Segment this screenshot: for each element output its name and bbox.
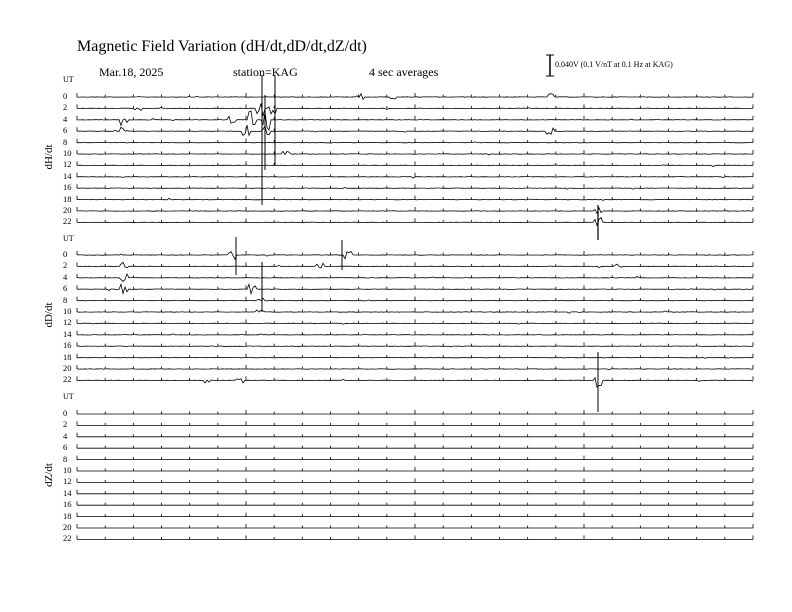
row-hour-label: 0 (63, 249, 68, 259)
panel-ylabel: dZ/dt (43, 463, 55, 487)
row-hour-label: 0 (63, 91, 68, 101)
time-ticks (77, 354, 753, 358)
row-hour-label: 16 (63, 340, 72, 351)
row-hour-label: 18 (63, 351, 72, 362)
row-hour-label: 8 (63, 136, 68, 147)
row-hour-label: 18 (63, 193, 72, 204)
row-hour-label: 22 (63, 216, 72, 227)
row-hour-label: 2 (63, 260, 68, 271)
row-hour-label: 2 (63, 419, 68, 430)
time-ticks (77, 285, 753, 289)
time-ticks (77, 104, 753, 108)
time-ticks (77, 251, 753, 255)
averaging-interval: 4 sec averages (369, 65, 439, 79)
scale-bar (546, 55, 554, 76)
row-hour-label: 20 (63, 363, 72, 373)
row-hour-label: 2 (63, 102, 68, 113)
time-ticks (77, 207, 753, 211)
time-ticks (77, 433, 753, 437)
ut-axis-label: UT (63, 75, 74, 84)
ut-axis-label: UT (63, 234, 74, 243)
row-hour-label: 4 (63, 430, 68, 441)
row-hour-label: 12 (63, 476, 72, 487)
row-hour-label: 10 (63, 465, 72, 475)
time-ticks (77, 467, 753, 471)
time-ticks (77, 116, 753, 120)
time-ticks (77, 196, 753, 200)
time-ticks (77, 262, 753, 266)
row-hour-label: 6 (63, 125, 68, 136)
time-ticks (77, 93, 753, 97)
time-ticks (77, 127, 753, 131)
row-hour-label: 20 (63, 205, 72, 215)
row-hour-label: 6 (63, 283, 68, 294)
row-hour-label: 16 (63, 499, 72, 510)
time-ticks (77, 376, 753, 380)
row-hour-label: 6 (63, 442, 68, 453)
row-hour-label: 18 (63, 510, 72, 521)
panel-ylabel: dH/dt (43, 144, 55, 170)
time-ticks (77, 478, 753, 482)
row-hour-label: 4 (63, 271, 68, 282)
panel-dzdt (77, 410, 753, 539)
panel-ylabel: dD/dt (43, 302, 55, 328)
time-ticks (77, 513, 753, 517)
time-ticks (77, 150, 753, 154)
row-hour-label: 10 (63, 148, 72, 158)
time-ticks (77, 319, 753, 323)
time-ticks (77, 524, 753, 528)
scale-bar-label: 0.040V (0.1 V/nT at 0.1 Hz at KAG) (555, 60, 673, 69)
row-hour-label: 8 (63, 453, 68, 464)
time-ticks (77, 218, 753, 222)
row-hour-label: 12 (63, 159, 72, 170)
row-hour-label: 22 (63, 374, 72, 385)
time-ticks (77, 274, 753, 278)
time-ticks (77, 342, 753, 346)
row-hour-label: 16 (63, 182, 72, 193)
time-ticks (77, 173, 753, 177)
chart-title: Magnetic Field Variation (dH/dt,dD/dt,dZ/dt) (77, 38, 367, 55)
time-ticks (77, 184, 753, 188)
panel-dhdt (77, 75, 753, 240)
row-hour-label: 20 (63, 522, 72, 532)
time-ticks (77, 421, 753, 425)
time-ticks (77, 365, 753, 369)
row-hour-label: 14 (63, 328, 72, 339)
row-hour-label: 22 (63, 533, 72, 544)
row-hour-label: 8 (63, 294, 68, 305)
time-ticks (77, 535, 753, 539)
time-ticks (77, 308, 753, 312)
time-ticks (77, 501, 753, 505)
time-ticks (77, 297, 753, 301)
time-ticks (77, 161, 753, 165)
row-hour-label: 4 (63, 113, 68, 124)
station-name: station=KAG (233, 65, 298, 79)
panel-dddt (77, 237, 753, 412)
time-ticks (77, 490, 753, 494)
ut-axis-label: UT (63, 392, 74, 401)
time-ticks (77, 444, 753, 448)
time-ticks (77, 456, 753, 460)
time-ticks (77, 410, 753, 414)
row-hour-label: 12 (63, 317, 72, 328)
row-hour-label: 14 (63, 487, 72, 498)
time-ticks (77, 331, 753, 335)
observation-date: Mar.18, 2025 (99, 65, 164, 79)
row-hour-label: 14 (63, 170, 72, 181)
row-hour-label: 0 (63, 408, 68, 418)
row-hour-label: 10 (63, 306, 72, 316)
trace-row-4 (77, 111, 753, 130)
